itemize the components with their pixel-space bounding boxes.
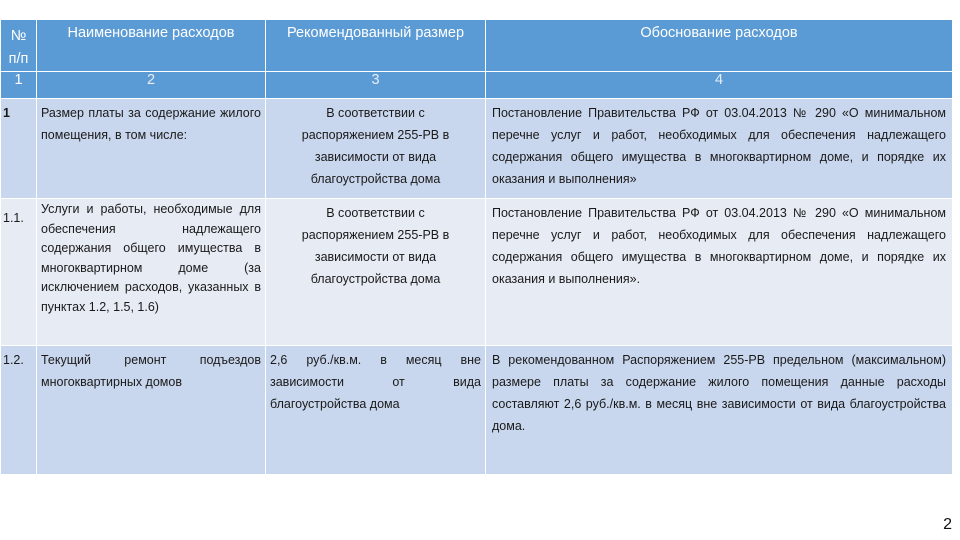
header-name: Наименование расходов (37, 20, 266, 72)
row-basis: Постановление Правительства РФ от 03.04.2013 № 290 «О минимальном перечне услуг и работ, необходимых для обеспечения надлежащего содержания общего имущества в многоквартирном доме, и порядке их оказания и выполнения» (486, 99, 953, 199)
row-number: 1 (1, 99, 37, 199)
table-row (1, 99, 953, 199)
column-number: 1 (1, 72, 37, 99)
page-number: 2 (943, 516, 952, 533)
header-row (1, 20, 953, 72)
expenses-table (0, 19, 953, 475)
table-row (1, 199, 953, 346)
row-number: 1.1. (1, 199, 37, 346)
row-name: Размер платы за содержание жилого помещения, в том числе: (37, 99, 266, 199)
row-name: Услуги и работы, необходимые для обеспечения надлежащего содержания общего имущества в многоквартирном доме (за исключением расходов, указанных в пунктах 1.2, 1.5, 1.6) (37, 199, 266, 346)
header-num: № п/п (1, 20, 37, 72)
column-number: 4 (486, 72, 953, 99)
row-size: В соответствии с распоряжением 255-РВ в зависимости от вида благоустройства дома (266, 199, 486, 346)
row-basis: Постановление Правительства РФ от 03.04.2013 № 290 «О минимальном перечне услуг и работ, необходимых для обеспечения надлежащего содержания общего имущества в многоквартирном доме, и порядке их оказания и выполнения». (486, 199, 953, 346)
row-basis: В рекомендованном Распоряжением 255-РВ предельном (максимальном) размере платы за содержание жилого помещения данные расходы составляют 2,6 руб./кв.м. в месяц вне зависимости от вида благоустройства дома. (486, 346, 953, 475)
row-size: 2,6 руб./кв.м. в месяц вне зависимости от вида благоустройства дома (266, 346, 486, 475)
column-number-row (1, 72, 953, 99)
row-size: В соответствии с распоряжением 255-РВ в зависимости от вида благоустройства дома (266, 99, 486, 199)
header-basis: Обоснование расходов (486, 20, 953, 72)
header-size: Рекомендованный размер (266, 20, 486, 72)
table-row (1, 346, 953, 475)
row-number: 1.2. (1, 346, 37, 475)
column-number: 3 (266, 72, 486, 99)
row-name: Текущий ремонт подъездов многоквартирных домов (37, 346, 266, 475)
column-number: 2 (37, 72, 266, 99)
